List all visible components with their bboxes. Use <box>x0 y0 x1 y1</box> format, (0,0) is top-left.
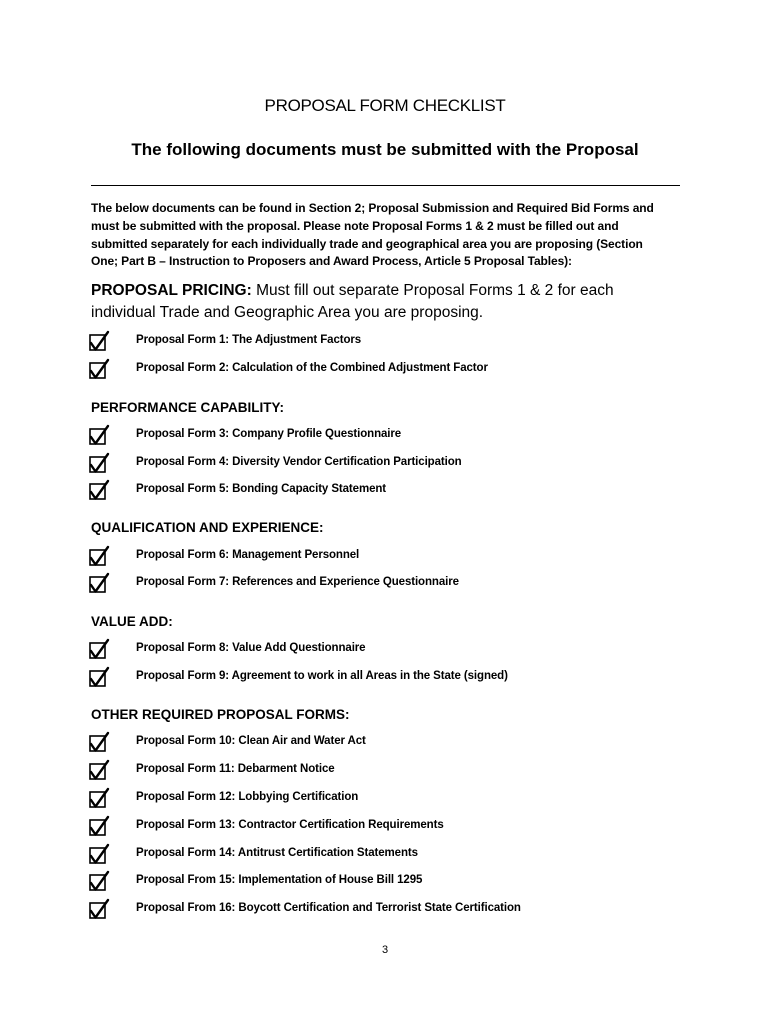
checklist-item-label: Proposal Form 4: Diversity Vendor Certification Participation <box>136 456 462 468</box>
checklist-item-label: Proposal Form 2: Calculation of the Combined Adjustment Factor <box>136 362 488 374</box>
divider-line <box>91 185 680 186</box>
checklist-item <box>86 815 686 839</box>
checklist-item-label: Proposal Form 8: Value Add Questionnaire <box>136 642 366 654</box>
page-title: PROPOSAL FORM CHECKLIST <box>264 96 506 115</box>
pricing-heading: PROPOSAL PRICING: <box>91 282 252 299</box>
checklist-item <box>86 358 686 382</box>
checked-box-icon <box>86 666 112 690</box>
checked-box-icon <box>86 759 112 783</box>
checklist-item-label: Proposal Form 1: The Adjustment Factors <box>136 334 362 346</box>
pricing-text: Must fill out separate Proposal Forms 1 & 2 for each individual Trade and Geographic Area you are proposing. <box>91 282 614 321</box>
checklist-item <box>86 898 686 922</box>
checklist-item <box>86 870 686 894</box>
checklist-item <box>86 787 686 811</box>
checklist-item <box>86 479 686 503</box>
checklist-item-label: Proposal Form 9: Agreement to work in all Areas in the State (signed) <box>136 670 508 682</box>
section-heading: OTHER REQUIRED PROPOSAL FORMS: <box>91 707 350 722</box>
checklist-item <box>86 843 686 867</box>
checklist-item-label: Proposal From 15: Implementation of House Bill 1295 <box>136 874 423 886</box>
checked-box-icon <box>86 815 112 839</box>
checked-box-icon <box>86 638 112 662</box>
checked-box-icon <box>86 870 112 894</box>
checklist-item-label: Proposal Form 6: Management Personnel <box>136 549 360 561</box>
checklist-item <box>86 330 686 354</box>
section-heading: PERFORMANCE CAPABILITY: <box>91 400 284 415</box>
page-subtitle: The following documents must be submitted with the Proposal <box>131 140 639 159</box>
checklist-item <box>86 638 686 662</box>
checklist-item <box>86 424 686 448</box>
checklist-item-label: Proposal Form 7: References and Experience Questionnaire <box>136 576 459 588</box>
checked-box-icon <box>86 452 112 476</box>
checked-box-icon <box>86 424 112 448</box>
checklist-item-label: Proposal From 16: Boycott Certification and Terrorist State Certification <box>136 902 521 914</box>
checked-box-icon <box>86 330 112 354</box>
checklist-item <box>86 666 686 690</box>
checklist-item <box>86 545 686 569</box>
checklist-item-label: Proposal Form 14: Antitrust Certification Statements <box>136 847 418 859</box>
checked-box-icon <box>86 358 112 382</box>
checked-box-icon <box>86 787 112 811</box>
checklist-item-label: Proposal Form 10: Clean Air and Water Act <box>136 735 366 747</box>
section-heading: QUALIFICATION AND EXPERIENCE: <box>91 520 324 535</box>
checklist-item-label: Proposal Form 13: Contractor Certification Requirements <box>136 819 444 831</box>
checked-box-icon <box>86 898 112 922</box>
checklist-item <box>86 452 686 476</box>
checked-box-icon <box>86 479 112 503</box>
checklist-item-label: Proposal Form 3: Company Profile Questionnaire <box>136 428 402 440</box>
checklist-item <box>86 731 686 755</box>
checked-box-icon <box>86 731 112 755</box>
checklist-item-label: Proposal Form 5: Bonding Capacity Statement <box>136 483 387 495</box>
intro-paragraph: The below documents can be found in Section 2; Proposal Submission and Required Bid Forms and must be submitted with the proposal. Please note Proposal Forms 1 & 2 must be filled out and submitted separately for each individually trade and geographical area you are proposing (Section One; Part B – Instruction to Proposers and Award Process, Article 5 Proposal Tables): <box>91 201 654 269</box>
checklist-item <box>86 759 686 783</box>
checked-box-icon <box>86 843 112 867</box>
checked-box-icon <box>86 545 112 569</box>
checklist-item-label: Proposal Form 12: Lobbying Certification <box>136 791 359 803</box>
checked-box-icon <box>86 572 112 596</box>
page-number: 3 <box>381 944 389 956</box>
section-heading: VALUE ADD: <box>91 614 173 629</box>
checklist-item-label: Proposal Form 11: Debarment Notice <box>136 763 335 775</box>
checklist-item <box>86 572 686 596</box>
pricing-paragraph <box>91 280 651 324</box>
